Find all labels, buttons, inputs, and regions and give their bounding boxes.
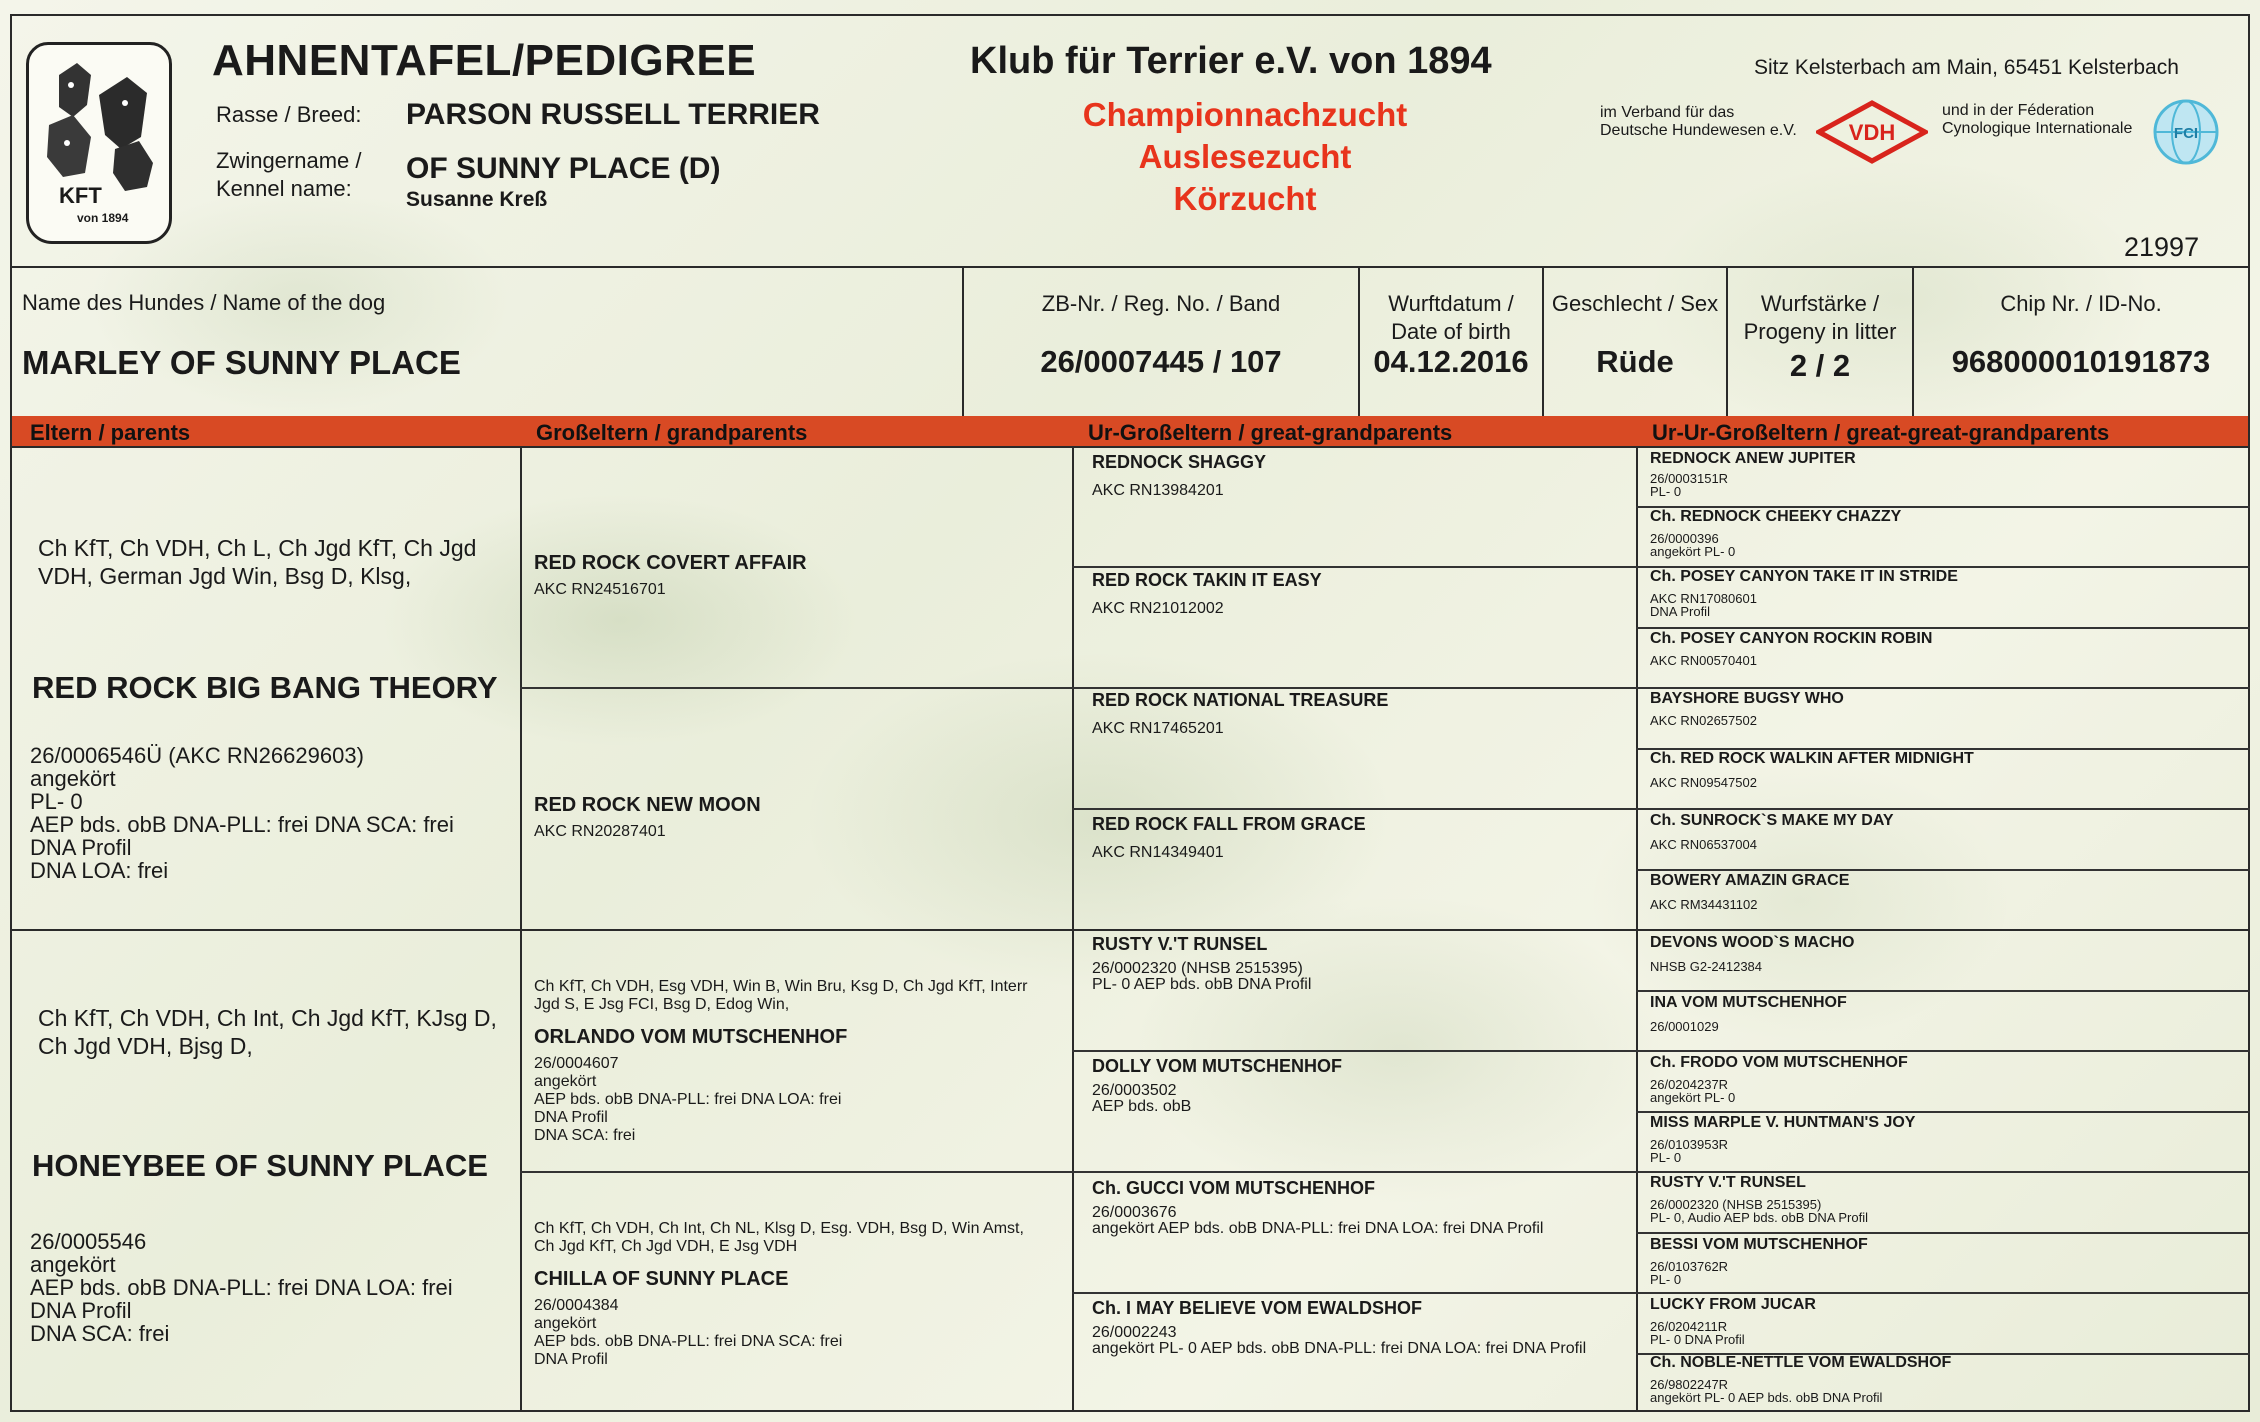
great-grandparent-1: REDNOCK SHAGGY AKC RN13984201: [1092, 452, 1267, 499]
grandparent-2: RED ROCK NEW MOON AKC RN20287401: [534, 794, 761, 840]
grandparent-1: RED ROCK COVERT AFFAIR AKC RN24516701: [534, 552, 807, 598]
vdh-logo-text: VDH: [1848, 120, 1896, 145]
ggg-13: RUSTY V.'T RUNSEL 26/0002320 (NHSB 2515395) PL- 0, Audio AEP bds. obB DNA Profil: [1650, 1174, 1868, 1225]
document-number: 21997: [2124, 232, 2200, 262]
kennel-label-2: Kennel name:: [216, 176, 352, 201]
column-grandparents: Großeltern / grandparents: [536, 420, 808, 445]
ggg-1: REDNOCK ANEW JUPITER 26/0003151R PL- 0: [1650, 450, 1856, 499]
dog-name-label: Name des Hundes / Name of the dog: [22, 290, 386, 315]
vdh-text-2: Deutsche Hundewesen e.V.: [1600, 122, 1797, 139]
ggg-8: BOWERY AMAZIN GRACE AKC RM34431102: [1650, 872, 1850, 912]
badge-auslesezucht: Auslesezucht: [1138, 138, 1352, 175]
sire-details: 26/0006546Ü (AKC RN26629603) angekört PL- 0 AEP bds. obB DNA-PLL: frei DNA SCA: frei DNA Profil DNA LOA: frei: [30, 743, 454, 883]
dob-label-1: Wurftdatum /: [1388, 291, 1514, 316]
great-grandparent-5: RUSTY V.'T RUNSEL 26/0002320 (NHSB 2515395) PL- 0 AEP bds. obB DNA Profil: [1092, 934, 1312, 993]
litter-size: 2 / 2: [1789, 348, 1851, 383]
fci-logo-text: FCI: [2173, 125, 2199, 142]
great-grandparent-6: DOLLY VOM MUTSCHENHOF 26/0003502 AEP bds. obB: [1092, 1056, 1343, 1115]
vdh-text-1: im Verband für das: [1600, 104, 1735, 121]
sex-label: Geschlecht / Sex: [1551, 291, 1719, 316]
sire-titles: Ch KfT, Ch VDH, Ch L, Ch Jgd KfT, Ch Jgd VDH, German Jgd Win, Bsg D, Klsg,: [38, 535, 477, 589]
ggg-14: BESSI VOM MUTSCHENHOF 26/0103762R PL- 0: [1650, 1236, 1868, 1287]
ggg-3: Ch. POSEY CANYON TAKE IT IN STRIDE AKC RN17080601 DNA Profil: [1650, 568, 1958, 619]
fci-text-1: und in der Féderation: [1942, 102, 2095, 119]
sex-value: Rüde: [1596, 344, 1674, 379]
kft-logo: [26, 42, 172, 244]
fci-globe-icon: [2152, 98, 2220, 166]
vdh-logo-icon: [1816, 100, 1928, 164]
kennel-label-1: Zwingername /: [216, 148, 362, 173]
ggg-16: Ch. NOBLE-NETTLE VOM EWALDSHOF 26/9802247R angekört PL- 0 AEP bds. obB DNA Profil: [1650, 1354, 1952, 1405]
sire-name: RED ROCK BIG BANG THEORY: [32, 670, 498, 705]
ggg-9: DEVONS WOOD`S MACHO NHSB G2-2412384: [1650, 934, 1855, 974]
breed-label: Rasse / Breed:: [216, 102, 362, 127]
great-grandparent-4: RED ROCK FALL FROM GRACE AKC RN14349401: [1092, 814, 1366, 861]
dam-details: 26/0005546 angekört AEP bds. obB DNA-PLL: frei DNA LOA: frei DNA Profil DNA SCA: frei: [30, 1229, 453, 1346]
great-grandparent-8: Ch. I MAY BELIEVE VOM EWALDSHOF 26/0002243 angekört PL- 0 AEP bds. obB DNA-PLL: frei DNA LOA: frei DNA Profil: [1092, 1298, 1587, 1357]
logo-text: KFT: [59, 183, 102, 208]
dob-label-2: Date of birth: [1391, 319, 1511, 344]
badge-koerzucht: Körzucht: [1173, 180, 1317, 217]
logo-subtext: von 1894: [77, 211, 129, 225]
chip-label: Chip Nr. / ID-No.: [2000, 291, 2162, 316]
ggg-7: Ch. SUNROCK`S MAKE MY DAY AKC RN06537004: [1650, 812, 1894, 852]
ggg-5: BAYSHORE BUGSY WHO AKC RN02657502: [1650, 690, 1844, 728]
great-grandparent-7: Ch. GUCCI VOM MUTSCHENHOF 26/0003676 angekört AEP bds. obB DNA-PLL: frei DNA LOA: frei DNA Profil: [1092, 1178, 1544, 1237]
date-of-birth: 04.12.2016: [1373, 344, 1529, 379]
ggg-6: Ch. RED ROCK WALKIN AFTER MIDNIGHT AKC RN09547502: [1650, 750, 1974, 790]
great-grandparent-2: RED ROCK TAKIN IT EASY AKC RN21012002: [1092, 570, 1322, 617]
badge-championnachzucht: Championnachzucht: [1082, 96, 1408, 133]
club-seat: Sitz Kelsterbach am Main, 65451 Kelsterbach: [1754, 56, 2179, 79]
dam-titles: Ch KfT, Ch VDH, Ch Int, Ch Jgd KfT, KJsg D, Ch Jgd VDH, Bjsg D,: [38, 1005, 497, 1059]
grandparent-4: Ch KfT, Ch VDH, Ch Int, Ch NL, Klsg D, Esg. VDH, Bsg D, Win Amst, Ch Jgd KfT, Ch Jgd VDH, E Jsg VDH CHILLA OF SUNNY PLACE 26/0004384 angekört AEP bds. obB DNA-PLL: frei DNA SCA: frei DNA Profil: [534, 1220, 1024, 1368]
dog-name: MARLEY OF SUNNY PLACE: [22, 344, 461, 381]
kennel-name: OF SUNNY PLACE (D): [406, 152, 721, 185]
chip-number: 968000010191873: [1951, 344, 2211, 379]
ggg-12: MISS MARPLE V. HUNTMAN'S JOY 26/0103953R PL- 0: [1650, 1114, 1916, 1165]
ggg-4: Ch. POSEY CANYON ROCKIN ROBIN AKC RN00570401: [1650, 630, 1933, 668]
reg-label: ZB-Nr. / Reg. No. / Band: [1041, 291, 1281, 316]
column-parents: Eltern / parents: [30, 420, 191, 445]
grandparent-3: Ch KfT, Ch VDH, Esg VDH, Win B, Win Bru, Ksg D, Ch Jgd KfT, Interr Jgd S, E Jsg FCI, Bsg D, Edog Win, ORLANDO VOM MUTSCHENHOF 26/0004607 angekört AEP bds. obB DNA-PLL: frei DNA LOA: frei DNA Profil DNA SCA: frei: [534, 978, 1028, 1144]
column-great-great-grandparents: Ur-Ur-Großeltern / great-great-grandparents: [1652, 420, 2110, 445]
ggg-11: Ch. FRODO VOM MUTSCHENHOF 26/0204237R angekört PL- 0: [1650, 1054, 1908, 1105]
breeder-name: Susanne Kreß: [406, 188, 548, 211]
ggg-10: INA VOM MUTSCHENHOF 26/0001029: [1650, 994, 1847, 1034]
ggg-2: Ch. REDNOCK CHEEKY CHAZZY 26/0000396 angekört PL- 0: [1650, 508, 1902, 559]
reg-number: 26/0007445 / 107: [1040, 344, 1282, 379]
column-great-grandparents: Ur-Großeltern / great-grandparents: [1088, 420, 1453, 445]
litter-label-1: Wurfstärke /: [1760, 291, 1880, 316]
breed-value: PARSON RUSSELL TERRIER: [406, 98, 820, 131]
document-title: AHNENTAFEL/PEDIGREE: [212, 36, 757, 85]
dam-name: HONEYBEE OF SUNNY PLACE: [32, 1148, 488, 1183]
litter-label-2: Progeny in litter: [1743, 319, 1897, 344]
ggg-15: LUCKY FROM JUCAR 26/0204211R PL- 0 DNA Profil: [1650, 1296, 1816, 1347]
great-grandparent-3: RED ROCK NATIONAL TREASURE AKC RN17465201: [1092, 690, 1389, 737]
fci-text-2: Cynologique Internationale: [1942, 120, 2133, 137]
club-name: Klub für Terrier e.V. von 1894: [970, 40, 1492, 82]
